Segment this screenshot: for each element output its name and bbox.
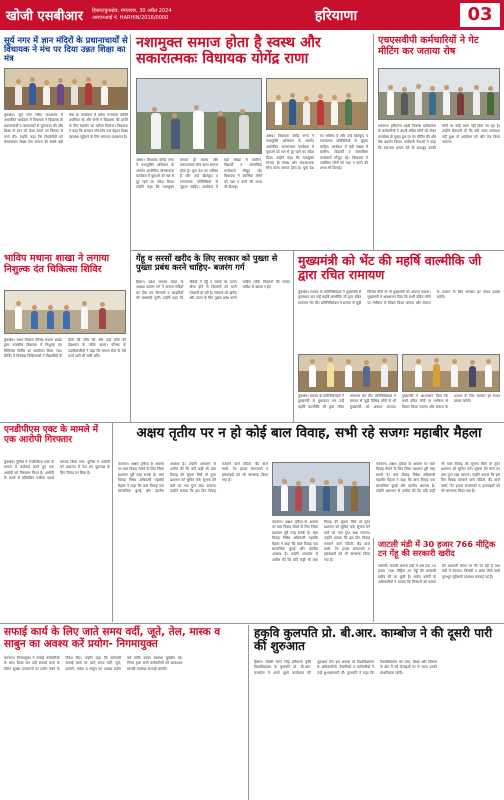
story-body-sanitation: करनाल। निगमायुक्त ने सफाई कर्मचारियों के साथ बैठक कर उन्हें सफाई कार्य के दौरान सुरक्षा उपकरणों का प्रयोग करने के निर्देश दिए। उन्होंने कहा कि कर्मचारी सफाई कार्य पर जाते समय वर्दी, जूते, दस्ताने, मास्क व साबुन का अवश्य प्रयोग करें ताकि उनका स्वास्थ्य सुरक्षित रहे। निगम द्वारा सभी कर्मचारियों को आवश्यक सामग्री उपलब्ध करवाई जाएगी। xyxy=(4,656,183,671)
story-headline-dental-camp: भाविप मथाना शाखा ने लगाया निशुल्क दंत चिकित्सा शिविर xyxy=(4,253,110,275)
story-body-nasha-mukt: असंध। विधायक योगेंद्र राणा ने नशामुक्ति अभियान के अंतर्गत आयोजित जागरूकता कार्यक्रम में युवाओं को नशे से दूर रहने का संदेश दिया। उन्होंने कहा कि नशामुक्त समाज ही स्वस्थ और सकारात्मक सोच वाला समाज होता है। युवा देश का भविष्य हैं और उन्हें खेलकूद व रचनात्मक गतिविधियों से जुड़ना चाहिए। कार्यक्रम में बड़ी संख्या में ग्रामीण, विद्यार्थी व सामाजिक कार्यकर्ता मौजूद रहे। विधायक ने उपस्थित लोगों को नशा न करने की शपथ भी दिलाई। xyxy=(136,158,262,190)
column-divider xyxy=(373,34,374,250)
story-body-jatli-mandi: जाटली। जाटली अनाज मंडी में अब तक 30 हजार 766 मीट्रिक टन गेहूँ की सरकारी खरीद की जा चुकी है। मार्केट कमेटी के अधिकारियों ने बताया कि किसानों को फसल की अदायगी समय पर की जा रही है तथा मंडी में पेयजल, बिजली व छाया जैसी सभी मूलभूत सुविधाएँ उपलब्ध करवाई गई हैं। xyxy=(378,564,500,585)
issue-info xyxy=(92,8,212,22)
story-body-nasha-mukt-cont: असंध। विधायक योगेंद्र राणा ने नशामुक्ति अभियान के अंतर्गत आयोजित जागरूकता कार्यक्रम में युवाओं को नशे से दूर रहने का संदेश दिया। उन्होंने कहा कि नशामुक्त समाज ही स्वस्थ और सकारात्मक सोच वाला समाज होता है। युवा देश का भविष्य हैं और उन्हें खेलकूद व रचनात्मक गतिविधियों से जुड़ना चाहिए। कार्यक्रम में बड़ी संख्या में ग्रामीण, विद्यार्थी व सामाजिक कार्यकर्ता मौजूद रहे। विधायक ने उपस्थित लोगों को नशा न करने की शपथ भी दिलाई। xyxy=(266,134,368,171)
section-divider xyxy=(130,250,504,251)
story-body-child-marriage: करनाल। अक्षय तृतीया के अवसर पर बाल विवाह रोकने के लिए जिला प्रशासन पूरी तरह सतर्क है। बाल विवाह निषेध अधिकारी महाबीर मैहला ने कहा कि बाल विवाह एक सामाजिक बुराई और दंडनीय अपराध है। उन्होंने आमजन से अपील की कि यदि कहीं भी बाल विवाह की सूचना मिले तो तुरंत प्रशासन को सूचित करें। सूचना देने वाले का नाम गुप्त रखा जाएगा। उन्होंने बताया कि इस दिन विवाह करवाने वाले पंडितों, बैंड बाजे वालों, टेंट हाउस संचालकों व हलवाइयों को भी जागरूक किया गया है। xyxy=(118,462,268,494)
story-headline-hau-vc: हकृवि कुलपति प्रो. बी.आर. काम्बोज ने की दूसरी पारी की शुरुआत xyxy=(254,626,493,654)
issue-date: हिसार/कुरुक्षेत्र, मंगलवार, 30 अप्रैल 2024 xyxy=(92,8,172,14)
newspaper-logo: खोजी एसबीआर xyxy=(6,9,83,24)
issue-reg-no: आरएनआई नं. HARHIN/2016/0000 xyxy=(92,15,169,21)
column-divider xyxy=(130,34,131,250)
story-headline-wheat-procurement: गेंहू व सरसों खरीद के लिए सरकार को पुख्ता से पुख्ता प्रबंध करने चाहिए- बजरंग गर्ग xyxy=(136,253,278,273)
story-headline-nasha-mukt: नशामुक्त समाज होता है स्वस्थ और सकारात्मकः विधायक योगेंद्र राणा xyxy=(136,35,321,67)
photo-mla-awareness xyxy=(136,78,262,154)
photo-dental-camp xyxy=(4,290,126,334)
column-divider xyxy=(112,422,113,622)
story-headline-jatli-mandi: जाटली मंडी में 30 हजार 766 मीट्रिक टन गेंहू की सरकारी खरीद xyxy=(378,539,496,559)
story-body-hau-vc: हिसार। चौधरी चरण सिंह हरियाणा कृषि विश्वविद्यालय के कुलपति प्रो. बी.आर. काम्बोज ने अपने दूसरे कार्यकाल की शुरुआत की। इस अवसर पर विश्वविद्यालय के अधिकारियों, वैज्ञानिकों व कर्मचारियों ने उन्हें शुभकामनाएँ दीं। कुलपति ने कहा कि विश्वविद्यालय को शोध, शिक्षा और विस्तार के क्षेत्र में नई ऊँचाइयों पर ले जाना उनकी प्राथमिकता रहेगी। xyxy=(254,660,437,675)
masthead xyxy=(0,0,504,30)
column-divider xyxy=(130,250,131,422)
photo-child-marriage-awareness xyxy=(272,462,370,516)
photo-cm-meeting xyxy=(298,354,398,392)
photo-youth-gathering xyxy=(266,78,368,130)
story-body-wheat-procurement: हिसार। प्रदेश व्यापार मंडल के अध्यक्ष बजरंग गर्ग ने अनाज मंडियों का दौरा कर किसानों व आढ़तियों की समस्याएँ सुनीं। उन्होंने कहा कि मंडियों में गेहूँ व सरसों का उठान धीमा होने से किसानों को भारी परेशानी हो रही है। सरकार को खरीद और उठान के लिए पुख्ता प्रबंध करने चाहिए ताकि किसानों की फसल बारिश से खराब न हो। xyxy=(136,280,290,301)
story-headline-hsvp-employees: एचएसवीपी कर्मचारियों ने गेट मीटिंग कर जताया रोष xyxy=(378,35,479,57)
column-divider xyxy=(248,625,249,800)
story-body-ndps-arrest: कुरुक्षेत्र। पुलिस ने एनडीपीएस एक्ट के मामले में कार्रवाई करते हुए एक आरोपी को गिरफ्तार किया है। आरोपी के कब्जे से प्रतिबंधित नशीला पदार्थ बरामद किया गया। पुलिस ने आरोपी को अदालत में पेश कर पूछताछ के लिए रिमांड पर लिया है। xyxy=(4,460,110,481)
story-headline-sanitation: सफाई कार्य के लिए जाते समय वर्दी, जूते, तेल, मास्क व साबुन का अवश्य करें प्रयोग- निगमायुक्त xyxy=(4,626,221,650)
section-title: हरियाणा xyxy=(314,7,358,24)
photo-gate-meeting xyxy=(378,68,500,120)
story-body-child-marriage-right: करनाल। अक्षय तृतीया के अवसर पर बाल विवाह रोकने के लिए जिला प्रशासन पूरी तरह सतर्क है। बाल विवाह निषेध अधिकारी महाबीर मैहला ने कहा कि बाल विवाह एक सामाजिक बुराई और दंडनीय अपराध है। उन्होंने आमजन से अपील की कि यदि कहीं भी बाल विवाह की सूचना मिले तो तुरंत प्रशासन को सूचित करें। सूचना देने वाले का नाम गुप्त रखा जाएगा। उन्होंने बताया कि इस दिन विवाह करवाने वाले पंडितों, बैंड बाजे वालों, टेंट हाउस संचालकों व हलवाइयों को भी जागरूक किया गया है। xyxy=(376,462,500,494)
section-divider xyxy=(0,623,504,624)
story-body-child-marriage-cont: करनाल। अक्षय तृतीया के अवसर पर बाल विवाह रोकने के लिए जिला प्रशासन पूरी तरह सतर्क है। बाल विवाह निषेध अधिकारी महाबीर मैहला ने कहा कि बाल विवाह एक सामाजिक बुराई और दंडनीय अपराध है। उन्होंने आमजन से अपील की कि यदि कहीं भी बाल विवाह की सूचना मिले तो तुरंत प्रशासन को सूचित करें। सूचना देने वाले का नाम गुप्त रखा जाएगा। उन्होंने बताया कि इस दिन विवाह करवाने वाले पंडितों, बैंड बाजे वालों, टेंट हाउस संचालकों व हलवाइयों को भी जागरूक किया गया है। xyxy=(272,520,370,562)
story-body-cm-ramayan-cont: कुरुक्षेत्र। समाज के प्रतिनिधिमंडल ने मुख्यमंत्री से मुलाकात कर उन्हें महर्षि वाल्मीकि जी द्वारा रचित रामायण भेंट की। प्रतिनिधिमंडल ने समाज से जुड़ी विभिन्न माँगों से भी मुख्यमंत्री को अवगत कराया। मुख्यमंत्री ने आश्वासन दिया कि सभी उचित माँगों पर गंभीरता से विचार किया जाएगा और समाज के उत्थान के लिए सरकार हर संभव प्रयास करेगी। xyxy=(298,394,500,409)
page-number: 03 xyxy=(460,3,500,27)
story-body-school-principals: कुरुक्षेत्र। सूर्य नगर स्थित पाठशाला में आयोजित कार्यक्रम में विधायक ने विद्यालय के प्रधानाचार्यों व अध्यापकों से मुलाकात की और शिक्षा के स्तर को ऊँचा उठाने पर विस्तार से चर्चा की। उन्होंने कहा कि विद्यार्थियों को संस्कारवान शिक्षा देना समाज की सबसे बड़ी सेवा है। कार्यक्रम में अनेक गणमान्य व्यक्ति उपस्थित रहे और सभी ने विद्यालय की प्रगति के लिए सहयोग का भरोसा दिलाया। विधायक ने कहा कि सरकार गाँव-गाँव तक बेहतर शिक्षा व्यवस्था पहुँचाने के लिए लगातार प्रयासरत है। xyxy=(4,113,128,145)
story-body-cm-ramayan: कुरुक्षेत्र। समाज के प्रतिनिधिमंडल ने मुख्यमंत्री से मुलाकात कर उन्हें महर्षि वाल्मीकि जी द्वारा रचित रामायण भेंट की। प्रतिनिधिमंडल ने समाज से जुड़ी विभिन्न माँगों से भी मुख्यमंत्री को अवगत कराया। मुख्यमंत्री ने आश्वासन दिया कि सभी उचित माँगों पर गंभीरता से विचार किया जाएगा और समाज के उत्थान के लिए सरकार हर संभव प्रयास करेगी। xyxy=(298,290,500,305)
story-headline-cm-ramayan: मुख्यमंत्री को भेंट की महर्षि वाल्मीकि जी द्वारा रचित रामायण xyxy=(298,253,482,282)
story-body-dental-camp: कुरुक्षेत्र। भारत विकास परिषद मथाना शाखा द्वारा राजकीय विद्यालय में निशुल्क दंत चिकित्सा शिविर का आयोजन किया गया। शिविर में विशेषज्ञ चिकित्सकों ने विद्यार्थियों के दाँतों की जाँच की और उन्हें दाँतों की देखभाल के तरीके बताए। परिषद के पदाधिकारियों ने कहा कि समाज सेवा के ऐसे कार्य आगे भी जारी रहेंगे। xyxy=(4,338,126,359)
story-headline-school-principals: सूर्य नगर में ज्ञान मंदिरों के प्रधानाचार्यों से विधायक ने मंच पर दिया उन्नत शिक्षा का मंत्र xyxy=(4,35,128,64)
section-divider xyxy=(0,422,504,423)
photo-school-event xyxy=(4,68,128,110)
photo-ramayan-gift xyxy=(402,354,500,392)
story-headline-ndps-arrest: एनडीपीएस एक्ट के मामले में एक आरोपी गिरफ्तार xyxy=(4,425,99,445)
column-divider xyxy=(373,538,374,622)
story-headline-child-marriage: अक्षय तृतीय पर न हो कोई बाल विवाह, सभी रहे सजगः महाबीर मैहला xyxy=(136,425,482,441)
column-divider xyxy=(293,250,294,422)
story-body-hsvp-employees: करनाल। हरियाणा शहरी विकास प्राधिकरण के कर्मचारियों ने अपनी लंबित माँगों को लेकर कार्यालय के मुख्य द्वार पर गेट मीटिंग की और रोष प्रदर्शन किया। कर्मचारी नेताओं ने कहा कि बार-बार ज्ञापन देने के बावजूद उनकी माँगों पर कोई ध्यान नहीं दिया जा रहा है। उन्होंने चेतावनी दी कि यदि जल्द समाधान नहीं हुआ तो आंदोलन को और तेज किया जाएगा। xyxy=(378,124,500,150)
